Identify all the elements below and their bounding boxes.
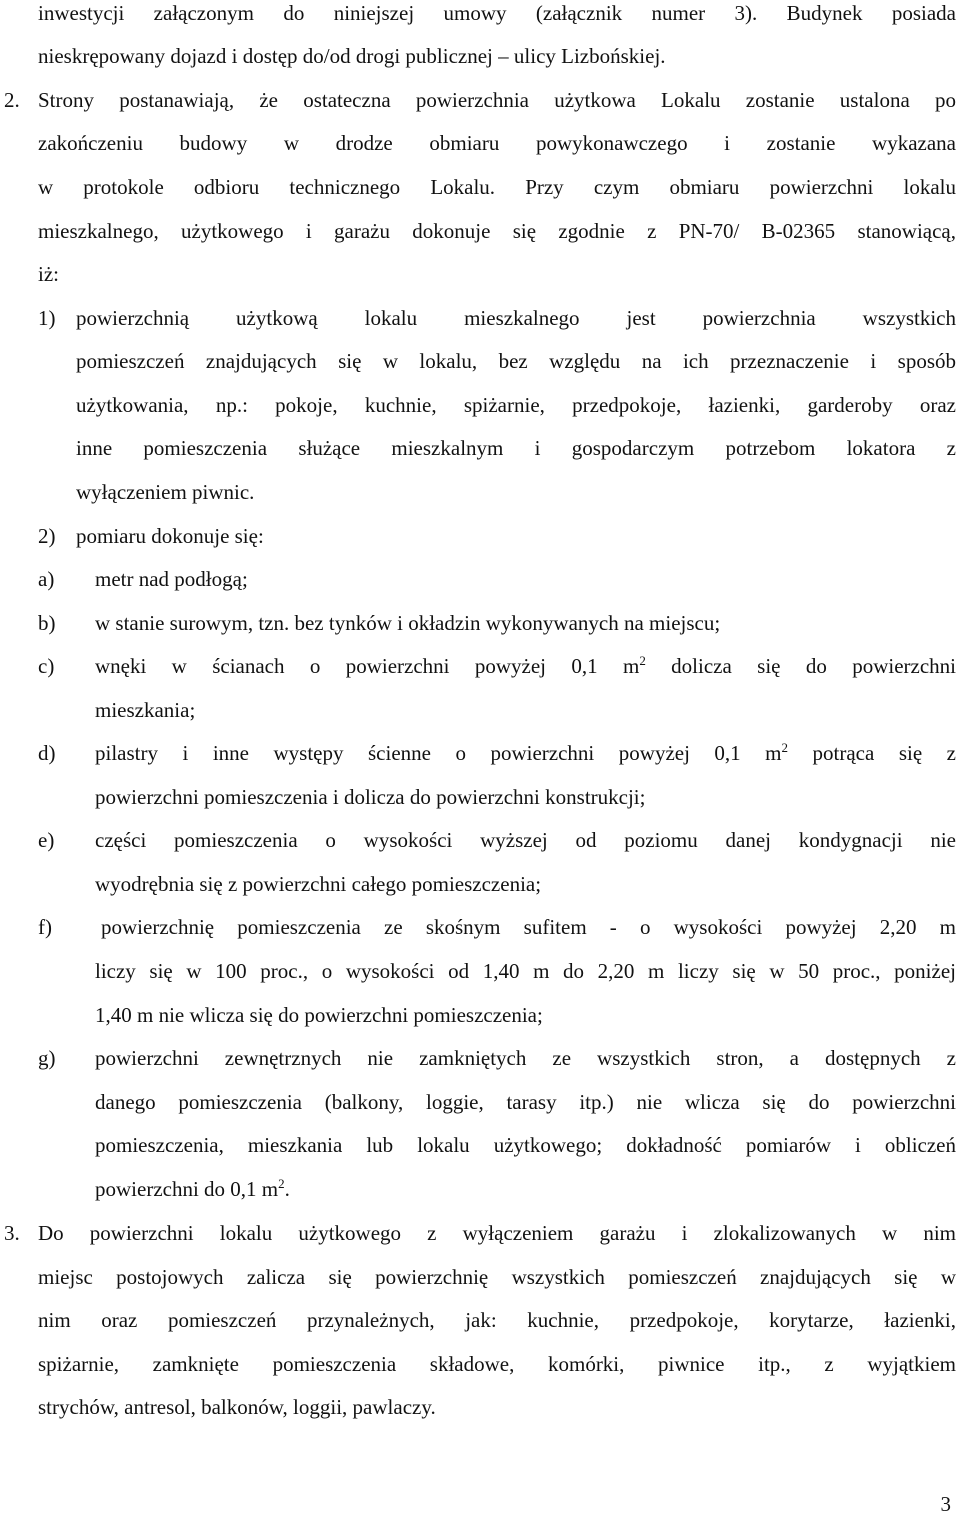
sub-c-line-1-pre: wnęki w ścianach o powierzchni powyżej 0,1 m (95, 654, 640, 678)
section-3-line-1: Do powierzchni lokalu użytkowego z wyłączeniem garażu i zlokalizowanych w nim (38, 1221, 956, 1245)
sub-e-line-2: wyodrębnia się z powierzchni całego pomieszczenia; (95, 872, 542, 896)
sub-g-line-2: danego pomieszczenia (balkony, loggie, tarasy itp.) nie wlicza się do powierzchni (95, 1090, 956, 1114)
section-3-line-3: nim oraz pomieszczeń przynależnych, jak: kuchnie, przedpokoje, korytarze, łazienki, (38, 1308, 956, 1332)
section-2-line-2: zakończeniu budowy w drodze obmiaru powykonawczego i zostanie wykazana (38, 131, 956, 155)
sub-d-superscript: 2 (781, 740, 789, 755)
sub-e-line-1: części pomieszczenia o wysokości wyższej od poziomu danej kondygnacji nie (95, 828, 956, 852)
sub-f-line-3: 1,40 m nie wlicza się do powierzchni pomieszczenia; (95, 1003, 543, 1027)
sub-c-label: c) (38, 654, 55, 678)
sub-c-superscript: 2 (639, 653, 646, 668)
sub-b-label: b) (38, 611, 56, 635)
section-3-line-4: spiżarnie, zamknięte pomieszczenia składowe, komórki, piwnice itp., z wyjątkiem (38, 1352, 956, 1376)
sub-b-line-1: w stanie surowym, tzn. bez tynków i okładzin wykonywanych na miejscu; (95, 611, 721, 635)
item-2-label: 2) (38, 524, 56, 548)
item-1-line-2: pomieszczeń znajdujących się w lokalu, bez względu na ich przeznaczenie i sposób (76, 349, 956, 373)
section-2-line-5: iż: (38, 262, 59, 286)
item-2-text: pomiaru dokonuje się: (76, 524, 264, 548)
section-2-line-3: w protokole odbioru technicznego Lokalu. Przy czym obmiaru powierzchni lokalu (38, 175, 956, 199)
sub-g-line-3: pomieszczenia, mieszkania lub lokalu użytkowego; dokładność pomiarów i obliczeń (95, 1133, 956, 1157)
intro-line-1: inwestycji załączonym do niniejszej umowy (załącznik numer 3). Budynek posiada (38, 1, 956, 25)
item-1-label: 1) (38, 306, 56, 330)
sub-d-line-1-post: potrąca się z (788, 741, 956, 765)
item-1-line-4: inne pomieszczenia służące mieszkalnym i gospodarczym potrzebom lokatora z (76, 436, 956, 460)
sub-g-superscript: 2 (278, 1176, 285, 1191)
item-1-line-1: powierzchnią użytkową lokalu mieszkalnego jest powierzchnia wszystkich (76, 306, 956, 330)
sub-g-label: g) (38, 1046, 56, 1070)
sub-g-line-4-pre: powierzchni do 0,1 m (95, 1177, 279, 1201)
sub-d-line-1 (95, 740, 956, 766)
sub-d-line-1-pre: pilastry i inne występy ścienne o powierzchni powyżej 0,1 m (95, 741, 782, 765)
sub-d-line-2: powierzchni pomieszczenia i dolicza do powierzchni konstrukcji; (95, 785, 646, 809)
sub-d-label: d) (38, 741, 56, 765)
sub-c-line-1-post: dolicza się do powierzchni (645, 654, 956, 678)
sub-f-line-2: liczy się w 100 proc., o wysokości od 1,40 m do 2,20 m liczy się w 50 proc., poniżej (95, 959, 956, 983)
sub-e-label: e) (38, 828, 55, 852)
sub-g-line-4 (95, 1176, 290, 1202)
section-2-line-4: mieszkalnego, użytkowego i garażu dokonuje się zgodnie z PN-70/ B-02365 stanowiącą, (38, 219, 956, 243)
item-1-line-5: wyłączeniem piwnic. (76, 480, 255, 504)
intro-line-2: nieskrępowany dojazd i dostęp do/od drogi publicznej – ulicy Lizbońskiej. (38, 44, 666, 68)
section-3-number: 3. (4, 1221, 20, 1245)
section-3-line-5: strychów, antresol, balkonów, loggii, pawlaczy. (38, 1395, 436, 1419)
sub-a-label: a) (38, 567, 55, 591)
sub-g-line-4-post: . (284, 1177, 290, 1201)
sub-a-line-1: metr nad podłogą; (95, 567, 248, 591)
sub-g-line-1: powierzchni zewnętrznych nie zamkniętych ze wszystkich stron, a dostępnych z (95, 1046, 956, 1070)
sub-f-label: f) (38, 915, 52, 939)
sub-c-line-2: mieszkania; (95, 698, 196, 722)
sub-f-line-1: powierzchnię pomieszczenia ze skośnym sufitem - o wysokości powyżej 2,20 m (101, 915, 956, 939)
section-2-line-1: Strony postanawiają, że ostateczna powierzchnia użytkowa Lokalu zostanie ustalona po (38, 88, 956, 112)
item-1-line-3: użytkowania, np.: pokoje, kuchnie, spiżarnie, przedpokoje, łazienki, garderoby oraz (76, 393, 956, 417)
section-3-line-2: miejsc postojowych zalicza się powierzchnię wszystkich pomieszczeń znajdujących się w (38, 1265, 956, 1289)
sub-c-line-1 (95, 653, 956, 679)
section-2-number: 2. (4, 88, 20, 112)
page-number: 3 (940, 1492, 951, 1516)
